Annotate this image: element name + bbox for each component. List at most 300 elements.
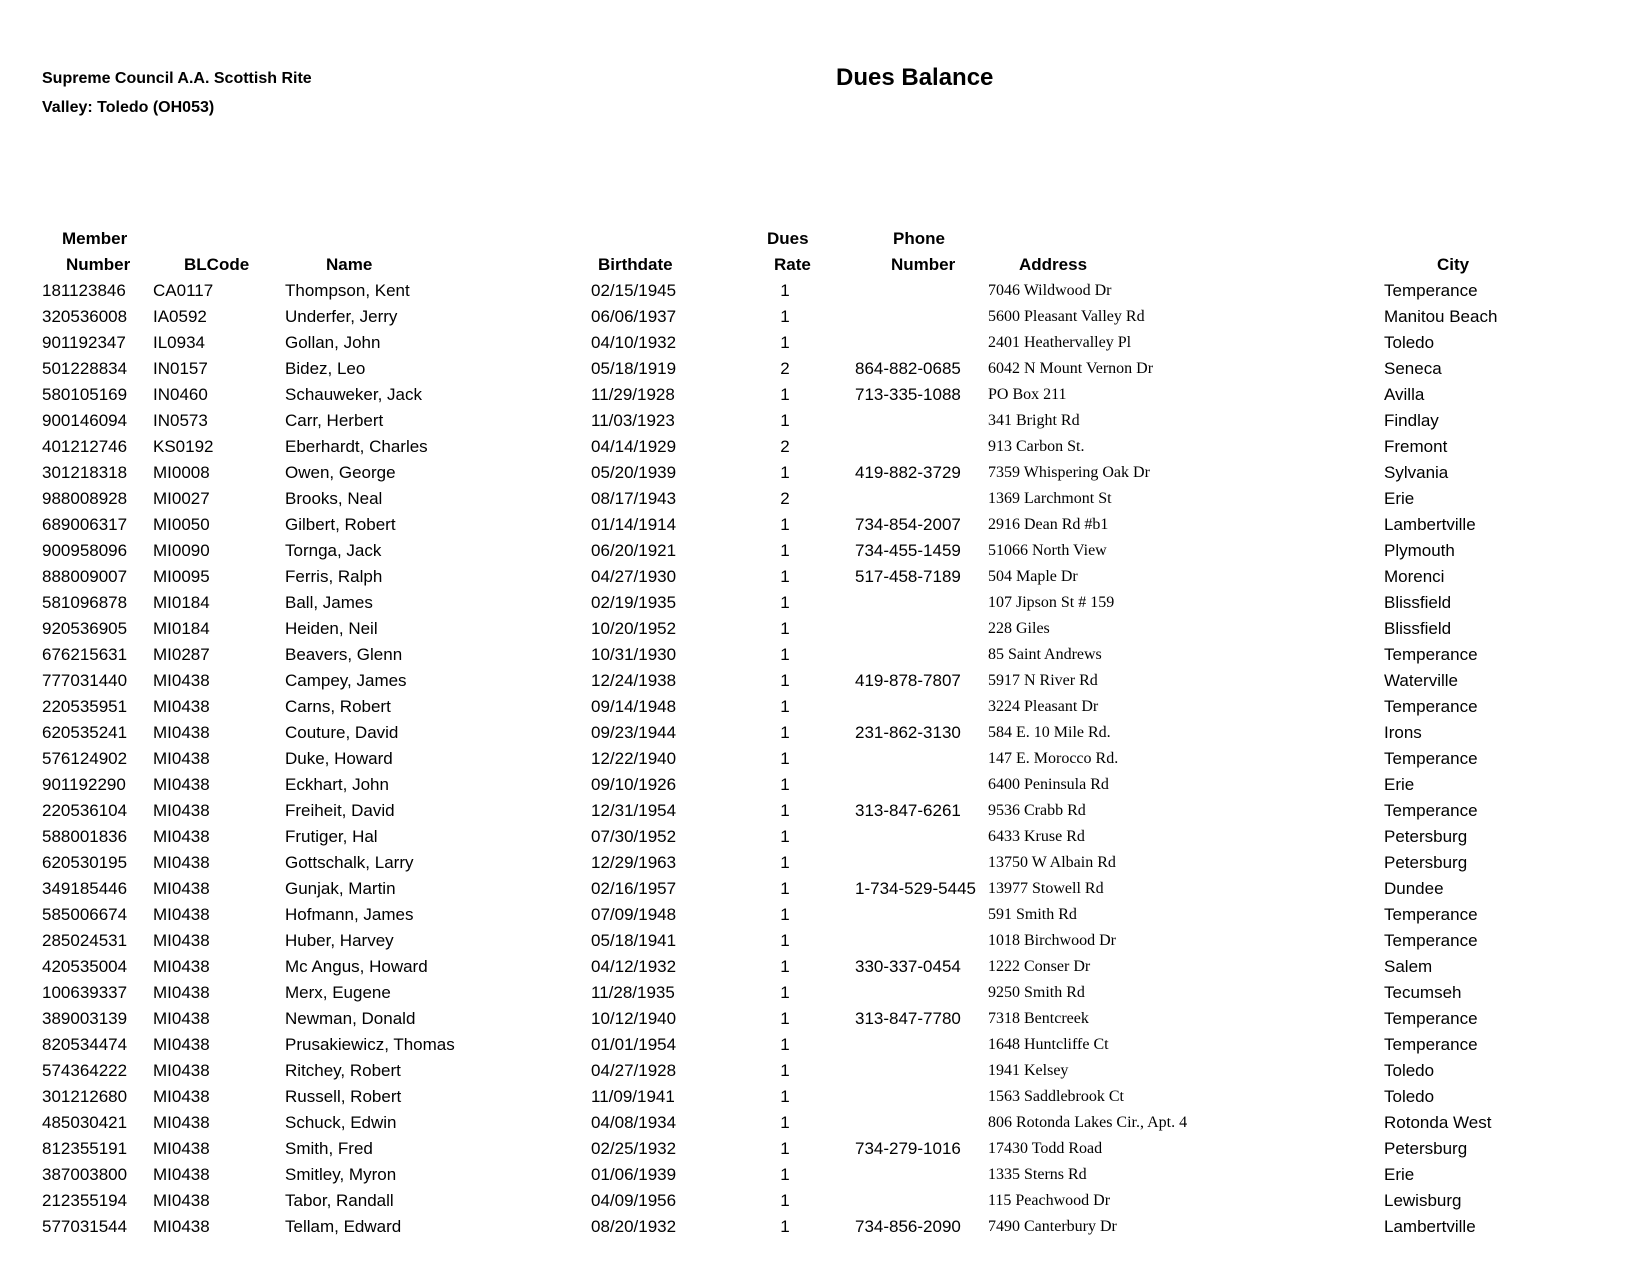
phone-number: 419-878-7807 — [855, 671, 961, 690]
report-title: Dues Balance — [836, 64, 994, 91]
dues-rate: 1 — [780, 1139, 790, 1158]
city: Temperance — [1384, 1009, 1478, 1028]
dues-rate: 1 — [780, 853, 790, 872]
member-number: 181123846 — [42, 281, 126, 300]
blcode: IL0934 — [153, 333, 205, 352]
blcode: MI0438 — [153, 983, 210, 1002]
table-row — [0, 772, 1650, 798]
city: Blissfield — [1384, 593, 1452, 612]
member-name: Frutiger, Hal — [285, 827, 378, 846]
address: 7046 Wildwood Dr — [988, 282, 1112, 299]
address: 13977 Stowell Rd — [988, 880, 1104, 897]
dues-rate: 1 — [780, 1113, 790, 1132]
table-row — [0, 408, 1650, 434]
address: 2916 Dean Rd #b1 — [988, 516, 1109, 533]
address: 504 Maple Dr — [988, 568, 1078, 585]
city: Findlay — [1384, 411, 1439, 430]
address: 5917 N River Rd — [988, 672, 1098, 689]
table-row — [0, 876, 1650, 902]
city: Avilla — [1384, 385, 1425, 404]
address: 6433 Kruse Rd — [988, 828, 1085, 845]
city: Lambertville — [1384, 515, 1476, 534]
table-row — [0, 798, 1650, 824]
member-name: Schuck, Edwin — [285, 1113, 397, 1132]
member-name: Schauweker, Jack — [285, 385, 423, 404]
dues-rate: 1 — [780, 541, 790, 560]
address: 147 E. Morocco Rd. — [988, 750, 1119, 767]
table-row — [0, 720, 1650, 746]
col-member-line2: Number — [66, 255, 131, 274]
table-row — [0, 434, 1650, 460]
phone-number: 419-882-3729 — [855, 463, 961, 482]
dues-rate: 2 — [780, 437, 790, 456]
dues-rate: 1 — [780, 801, 790, 820]
address: 3224 Pleasant Dr — [988, 698, 1099, 715]
birthdate: 09/14/1948 — [591, 697, 677, 716]
member-number: 212355194 — [42, 1191, 128, 1210]
organization-name: Supreme Council A.A. Scottish Rite — [42, 70, 312, 87]
city: Sylvania — [1384, 463, 1449, 482]
birthdate: 01/14/1914 — [591, 515, 677, 534]
table-row — [0, 382, 1650, 408]
col-birthdate: Birthdate — [598, 255, 673, 274]
city: Rotonda West — [1384, 1113, 1492, 1132]
member-number: 689006317 — [42, 515, 128, 534]
birthdate: 11/29/1928 — [591, 385, 675, 404]
dues-rate: 1 — [780, 1035, 790, 1054]
birthdate: 01/06/1939 — [591, 1165, 677, 1184]
address: 7490 Canterbury Dr — [988, 1218, 1117, 1235]
dues-rate: 2 — [780, 489, 790, 508]
member-number: 420535004 — [42, 957, 128, 976]
address: 5600 Pleasant Valley Rd — [988, 308, 1145, 325]
table-row — [0, 980, 1650, 1006]
phone-number: 1-734-529-5445 — [855, 879, 976, 898]
birthdate: 05/18/1941 — [591, 931, 677, 950]
address: 9250 Smith Rd — [988, 984, 1085, 1001]
birthdate: 12/22/1940 — [591, 749, 677, 768]
member-name: Merx, Eugene — [285, 983, 391, 1002]
member-name: Smitley, Myron — [285, 1165, 397, 1184]
member-table-body — [0, 278, 1650, 1240]
dues-rate: 1 — [780, 567, 790, 586]
member-name: Freiheit, David — [285, 801, 395, 820]
phone-number: 313-847-6261 — [855, 801, 961, 820]
blcode: MI0438 — [153, 671, 210, 690]
member-name: Gilbert, Robert — [285, 515, 396, 534]
member-number: 401212746 — [42, 437, 128, 456]
dues-rate: 1 — [780, 1165, 790, 1184]
table-row — [0, 1136, 1650, 1162]
birthdate: 04/14/1929 — [591, 437, 677, 456]
member-number: 588001836 — [42, 827, 128, 846]
blcode: MI0050 — [153, 515, 210, 534]
birthdate: 06/20/1921 — [591, 541, 677, 560]
blcode: MI0438 — [153, 1009, 210, 1028]
address: 1369 Larchmont St — [988, 490, 1112, 507]
address: 7318 Bentcreek — [988, 1010, 1089, 1027]
phone-number: 734-455-1459 — [855, 541, 961, 560]
city: Waterville — [1384, 671, 1458, 690]
table-row — [0, 330, 1650, 356]
blcode: MI0438 — [153, 775, 210, 794]
member-name: Tornga, Jack — [285, 541, 382, 560]
dues-rate: 1 — [780, 619, 790, 638]
blcode: MI0438 — [153, 723, 210, 742]
city: Lambertville — [1384, 1217, 1476, 1236]
birthdate: 02/25/1932 — [591, 1139, 677, 1158]
table-row — [0, 668, 1650, 694]
dues-rate: 1 — [780, 1191, 790, 1210]
table-row — [0, 954, 1650, 980]
dues-rate: 1 — [780, 931, 790, 950]
birthdate: 12/29/1963 — [591, 853, 677, 872]
member-name: Hofmann, James — [285, 905, 414, 924]
city: Manitou Beach — [1384, 307, 1498, 326]
member-name: Beavers, Glenn — [285, 645, 403, 664]
birthdate: 04/08/1934 — [591, 1113, 677, 1132]
address: 9536 Crabb Rd — [988, 802, 1086, 819]
dues-rate: 1 — [780, 723, 790, 742]
table-row — [0, 902, 1650, 928]
blcode: MI0438 — [153, 1035, 210, 1054]
address: 1941 Kelsey — [988, 1062, 1069, 1079]
blcode: MI0438 — [153, 697, 210, 716]
member-name: Carr, Herbert — [285, 411, 384, 430]
phone-number: 713-335-1088 — [855, 385, 961, 404]
address: 584 E. 10 Mile Rd. — [988, 724, 1111, 741]
dues-rate: 1 — [780, 1087, 790, 1106]
member-number: 320536008 — [42, 307, 128, 326]
city: Temperance — [1384, 697, 1478, 716]
dues-rate: 1 — [780, 281, 790, 300]
member-number: 501228834 — [42, 359, 128, 378]
member-name: Campey, James — [285, 671, 407, 690]
member-number: 100639337 — [42, 983, 128, 1002]
member-name: Ferris, Ralph — [285, 567, 383, 586]
city: Blissfield — [1384, 619, 1452, 638]
address: 2401 Heathervalley Pl — [988, 334, 1132, 351]
phone-number: 517-458-7189 — [855, 567, 961, 586]
member-name: Bidez, Leo — [285, 359, 366, 378]
birthdate: 04/10/1932 — [591, 333, 677, 352]
blcode: CA0117 — [153, 281, 214, 300]
col-address: Address — [1019, 255, 1088, 274]
blcode: MI0184 — [153, 619, 210, 638]
dues-rate: 1 — [780, 1217, 790, 1236]
birthdate: 10/31/1930 — [591, 645, 677, 664]
address: 107 Jipson St # 159 — [988, 594, 1115, 611]
city: Plymouth — [1384, 541, 1455, 560]
member-name: Tabor, Randall — [285, 1191, 394, 1210]
birthdate: 05/18/1919 — [591, 359, 677, 378]
member-name: Gunjak, Martin — [285, 879, 396, 898]
city: Temperance — [1384, 905, 1478, 924]
dues-rate: 1 — [780, 333, 790, 352]
blcode: IN0573 — [153, 411, 208, 430]
dues-rate: 1 — [780, 463, 790, 482]
col-blcode: BLCode — [184, 255, 250, 274]
birthdate: 08/20/1932 — [591, 1217, 677, 1236]
address: 228 Giles — [988, 620, 1050, 637]
table-row — [0, 1162, 1650, 1188]
address: 591 Smith Rd — [988, 906, 1077, 923]
member-number: 988008928 — [42, 489, 128, 508]
birthdate: 02/19/1935 — [591, 593, 677, 612]
table-row — [0, 304, 1650, 330]
birthdate: 04/27/1930 — [591, 567, 677, 586]
address: 341 Bright Rd — [988, 412, 1080, 429]
member-number: 285024531 — [42, 931, 128, 950]
blcode: MI0438 — [153, 931, 210, 950]
table-row — [0, 564, 1650, 590]
birthdate: 05/20/1939 — [591, 463, 677, 482]
member-name: Gollan, John — [285, 333, 381, 352]
address: 115 Peachwood Dr — [988, 1192, 1111, 1209]
blcode: MI0090 — [153, 541, 210, 560]
city: Erie — [1384, 775, 1415, 794]
blcode: MI0438 — [153, 1061, 210, 1080]
member-number: 585006674 — [42, 905, 128, 924]
member-name: Huber, Harvey — [285, 931, 394, 950]
table-row — [0, 512, 1650, 538]
table-row — [0, 460, 1650, 486]
phone-number: 734-279-1016 — [855, 1139, 961, 1158]
address: 1018 Birchwood Dr — [988, 932, 1116, 949]
birthdate: 10/20/1952 — [591, 619, 677, 638]
member-number: 820534474 — [42, 1035, 128, 1054]
blcode: MI0438 — [153, 749, 210, 768]
birthdate: 12/31/1954 — [591, 801, 677, 820]
city: Temperance — [1384, 801, 1478, 820]
member-name: Couture, David — [285, 723, 399, 742]
dues-rate: 1 — [780, 593, 790, 612]
birthdate: 10/12/1940 — [591, 1009, 677, 1028]
city: Temperance — [1384, 281, 1478, 300]
blcode: MI0438 — [153, 879, 210, 898]
blcode: MI0027 — [153, 489, 210, 508]
city: Toledo — [1384, 1061, 1435, 1080]
address: 1648 Huntcliffe Ct — [988, 1036, 1109, 1053]
member-name: Smith, Fred — [285, 1139, 373, 1158]
birthdate: 04/09/1956 — [591, 1191, 677, 1210]
birthdate: 04/12/1932 — [591, 957, 677, 976]
member-name: Underfer, Jerry — [285, 307, 398, 326]
address: 6042 N Mount Vernon Dr — [988, 360, 1154, 377]
address: 17430 Todd Road — [988, 1140, 1103, 1157]
member-name: Ball, James — [285, 593, 373, 612]
table-row — [0, 1058, 1650, 1084]
address: 13750 W Albain Rd — [988, 854, 1116, 871]
blcode: IA0592 — [153, 307, 207, 326]
city: Morenci — [1384, 567, 1445, 586]
dues-rate: 1 — [780, 697, 790, 716]
member-number: 577031544 — [42, 1217, 128, 1236]
birthdate: 07/09/1948 — [591, 905, 677, 924]
city: Tecumseh — [1384, 983, 1462, 1002]
member-number: 349185446 — [42, 879, 128, 898]
member-name: Eberhardt, Charles — [285, 437, 428, 456]
dues-rate: 1 — [780, 983, 790, 1002]
city: Salem — [1384, 957, 1433, 976]
address: 85 Saint Andrews — [988, 646, 1102, 663]
city: Temperance — [1384, 1035, 1478, 1054]
birthdate: 11/09/1941 — [591, 1087, 675, 1106]
birthdate: 09/23/1944 — [591, 723, 677, 742]
dues-rate: 1 — [780, 411, 790, 430]
dues-rate: 1 — [780, 775, 790, 794]
city: Lewisburg — [1384, 1191, 1462, 1210]
col-dues-line1: Dues — [767, 229, 809, 248]
birthdate: 12/24/1938 — [591, 671, 677, 690]
member-name: Eckhart, John — [285, 775, 389, 794]
birthdate: 08/17/1943 — [591, 489, 677, 508]
member-name: Prusakiewicz, Thomas — [285, 1035, 455, 1054]
col-name: Name — [326, 255, 373, 274]
dues-rate: 1 — [780, 645, 790, 664]
blcode: MI0438 — [153, 957, 210, 976]
birthdate: 11/28/1935 — [591, 983, 675, 1002]
city: Toledo — [1384, 333, 1435, 352]
table-row — [0, 1110, 1650, 1136]
table-row — [0, 746, 1650, 772]
city: Temperance — [1384, 749, 1478, 768]
member-number: 576124902 — [42, 749, 128, 768]
city: Irons — [1384, 723, 1422, 742]
birthdate: 02/15/1945 — [591, 281, 677, 300]
member-name: Duke, Howard — [285, 749, 393, 768]
member-name: Owen, George — [285, 463, 396, 482]
member-number: 220536104 — [42, 801, 128, 820]
city: Fremont — [1384, 437, 1448, 456]
table-row — [0, 928, 1650, 954]
table-row — [0, 278, 1650, 304]
member-name: Russell, Robert — [285, 1087, 402, 1106]
blcode: MI0438 — [153, 1191, 210, 1210]
table-row — [0, 1084, 1650, 1110]
city: Petersburg — [1384, 853, 1468, 872]
phone-number: 734-856-2090 — [855, 1217, 961, 1236]
member-number: 389003139 — [42, 1009, 128, 1028]
table-row — [0, 850, 1650, 876]
table-row — [0, 486, 1650, 512]
member-number: 900958096 — [42, 541, 128, 560]
member-number: 676215631 — [42, 645, 128, 664]
member-number: 620535241 — [42, 723, 128, 742]
table-row — [0, 538, 1650, 564]
blcode: MI0438 — [153, 905, 210, 924]
blcode: MI0438 — [153, 1139, 210, 1158]
member-name: Thompson, Kent — [285, 281, 410, 300]
phone-number: 231-862-3130 — [855, 723, 961, 742]
dues-rate: 1 — [780, 671, 790, 690]
dues-rate: 1 — [780, 957, 790, 976]
blcode: KS0192 — [153, 437, 214, 456]
birthdate: 11/03/1923 — [591, 411, 675, 430]
address: 913 Carbon St. — [988, 438, 1085, 455]
dues-rate: 1 — [780, 515, 790, 534]
phone-number: 330-337-0454 — [855, 957, 961, 976]
member-number: 301218318 — [42, 463, 128, 482]
col-dues-line2: Rate — [774, 255, 811, 274]
birthdate: 01/01/1954 — [591, 1035, 677, 1054]
blcode: MI0438 — [153, 1113, 210, 1132]
valley-label: Valley: Toledo (OH053) — [42, 99, 215, 116]
phone-number: 734-854-2007 — [855, 515, 961, 534]
dues-rate: 2 — [780, 359, 790, 378]
member-name: Heiden, Neil — [285, 619, 378, 638]
address: 7359 Whispering Oak Dr — [988, 464, 1150, 481]
member-number: 574364222 — [42, 1061, 128, 1080]
blcode: MI0438 — [153, 1087, 210, 1106]
member-name: Ritchey, Robert — [285, 1061, 401, 1080]
blcode: MI0438 — [153, 1217, 210, 1236]
dues-rate: 1 — [780, 385, 790, 404]
address: 1222 Conser Dr — [988, 958, 1091, 975]
table-row — [0, 1006, 1650, 1032]
col-city: City — [1437, 255, 1470, 274]
dues-rate: 1 — [780, 1061, 790, 1080]
city: Seneca — [1384, 359, 1442, 378]
member-number: 901192290 — [42, 775, 126, 794]
dues-rate: 1 — [780, 905, 790, 924]
city: Toledo — [1384, 1087, 1435, 1106]
member-number: 387003800 — [42, 1165, 128, 1184]
city: Dundee — [1384, 879, 1444, 898]
city: Temperance — [1384, 645, 1478, 664]
table-row — [0, 616, 1650, 642]
phone-number: 313-847-7780 — [855, 1009, 961, 1028]
member-number: 581096878 — [42, 593, 128, 612]
address: 51066 North View — [988, 542, 1107, 559]
member-number: 301212680 — [42, 1087, 128, 1106]
member-name: Mc Angus, Howard — [285, 957, 428, 976]
table-row — [0, 824, 1650, 850]
blcode: IN0157 — [153, 359, 208, 378]
dues-rate: 1 — [780, 749, 790, 768]
col-member-line1: Member — [62, 229, 128, 248]
blcode: MI0438 — [153, 853, 210, 872]
table-row — [0, 694, 1650, 720]
address: 6400 Peninsula Rd — [988, 776, 1109, 793]
blcode: IN0460 — [153, 385, 208, 404]
dues-rate: 1 — [780, 827, 790, 846]
member-name: Carns, Robert — [285, 697, 391, 716]
member-number: 485030421 — [42, 1113, 128, 1132]
blcode: MI0287 — [153, 645, 210, 664]
birthdate: 04/27/1928 — [591, 1061, 677, 1080]
address: 806 Rotonda Lakes Cir., Apt. 4 — [988, 1114, 1188, 1131]
col-phone-line1: Phone — [893, 229, 945, 248]
blcode: MI0438 — [153, 801, 210, 820]
table-row — [0, 590, 1650, 616]
city: Petersburg — [1384, 827, 1468, 846]
table-row — [0, 1214, 1650, 1240]
member-number: 620530195 — [42, 853, 128, 872]
member-number: 220535951 — [42, 697, 128, 716]
address: PO Box 211 — [988, 386, 1067, 403]
member-number: 812355191 — [42, 1139, 128, 1158]
city: Erie — [1384, 1165, 1415, 1184]
birthdate: 07/30/1952 — [591, 827, 677, 846]
member-number: 777031440 — [42, 671, 128, 690]
blcode: MI0184 — [153, 593, 210, 612]
blcode: MI0095 — [153, 567, 210, 586]
birthdate: 02/16/1957 — [591, 879, 677, 898]
phone-number: 864-882-0685 — [855, 359, 961, 378]
table-row — [0, 642, 1650, 668]
dues-rate: 1 — [780, 1009, 790, 1028]
